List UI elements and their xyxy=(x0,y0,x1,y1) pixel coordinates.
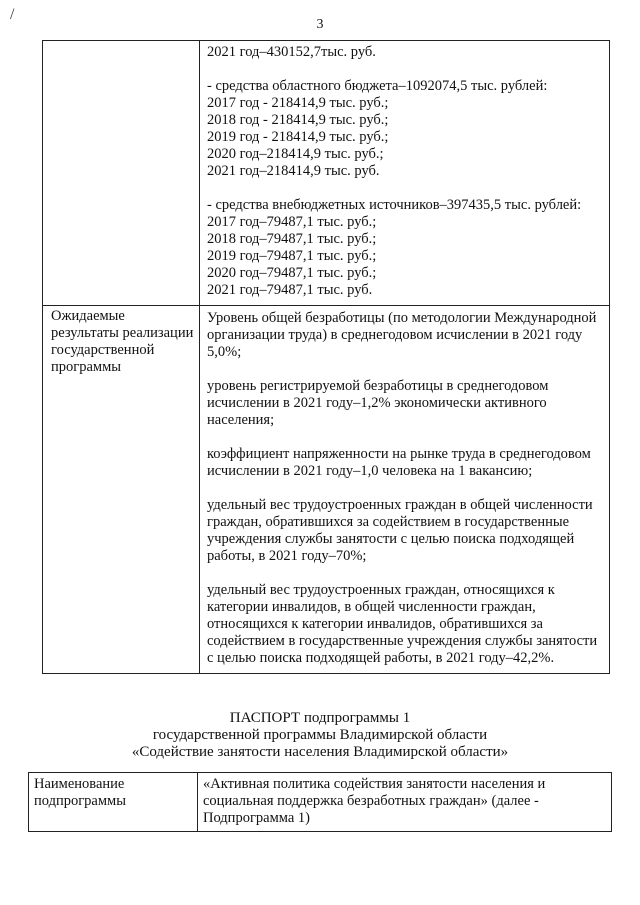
program-passport-table xyxy=(42,40,610,674)
subprogram-name-row xyxy=(29,773,612,832)
financing-label-cell xyxy=(43,41,200,306)
expected-result-item: удельный вес трудоустроенных граждан, относящихся к категории инвалидов, в общей численности граждан, относящихся к категории инвалидов, обратившихся за содействием в государственные учреждения службы занятости с целью поиска подходящей работы, в 2021 году–42,2%. xyxy=(207,582,598,666)
financing-top-line: 2021 год–430152,7тыс. руб. xyxy=(207,44,376,60)
extrabudget-line: 2018 год–79487,1 тыс. руб.; xyxy=(207,231,377,247)
regional-budget-title: - средства областного бюджета–1092074,5 тыс. рублей: xyxy=(207,78,548,94)
passport-title-line1: ПАСПОРТ подпрограммы 1 xyxy=(229,710,411,726)
expected-result-item: Уровень общей безработицы (по методологии Международной организации труда) в среднегодовом исчислении в 2021 году 5,0%; xyxy=(207,310,597,360)
regional-budget-line: 2020 год–218414,9 тыс. руб.; xyxy=(207,146,384,162)
expected-results-row xyxy=(43,306,610,674)
passport-title-line2: государственной программы Владимирской области xyxy=(152,727,488,743)
extrabudget-line: 2020 год–79487,1 тыс. руб.; xyxy=(207,265,377,281)
financing-row xyxy=(43,41,610,306)
page-number: 3 xyxy=(316,17,324,32)
extrabudget-line: 2017 год–79487,1 тыс. руб.; xyxy=(207,214,377,230)
extrabudget-line: 2019 год–79487,1 тыс. руб.; xyxy=(207,248,377,264)
expected-result-item: уровень регистрируемой безработицы в среднегодовом исчислении в 2021 году–1,2% экономически активного населения; xyxy=(207,378,549,428)
extrabudget-line: 2021 год–79487,1 тыс. руб. xyxy=(207,282,373,298)
expected-results-label-cell xyxy=(43,306,200,674)
passport-title-line3: «Содействие занятости населения Владимирской области» xyxy=(131,744,509,760)
corner-mark: / xyxy=(10,6,15,23)
financing-content-cell xyxy=(200,41,610,306)
subprogram-label-cell xyxy=(29,773,198,832)
regional-budget-line: 2017 год - 218414,9 тыс. руб.; xyxy=(207,95,389,111)
expected-results-label: Ожидаемые результаты реализации государственной программы xyxy=(51,308,194,375)
subprogram-value: «Активная политика содействия занятости населения и социальная поддержка безработных граждан» (далее - Подпрограмма 1) xyxy=(203,776,546,826)
expected-results-content-cell xyxy=(200,306,610,674)
expected-result-item: удельный вес трудоустроенных граждан в общей численности граждан, обратившихся за содействием в государственные учреждения службы занятости с целью поиска подходящей работы, в 2021 году–70%; xyxy=(207,497,593,564)
regional-budget-line: 2019 год - 218414,9 тыс. руб.; xyxy=(207,129,389,145)
subprogram-value-cell xyxy=(198,773,612,832)
subprogram-table xyxy=(28,772,612,832)
regional-budget-block xyxy=(207,78,603,180)
subprogram-label: Наименование подпрограммы xyxy=(34,776,126,809)
financing-top-block xyxy=(207,44,603,61)
passport-title xyxy=(0,710,640,761)
regional-budget-line: 2018 год - 218414,9 тыс. руб.; xyxy=(207,112,389,128)
extrabudget-block xyxy=(207,197,603,299)
extrabudget-title: - средства внебюджетных источников–397435,5 тыс. рублей: xyxy=(207,197,582,213)
expected-result-item: коэффициент напряженности на рынке труда в среднегодовом исчислении в 2021 году–1,0 человека на 1 вакансию; xyxy=(207,446,591,479)
regional-budget-line: 2021 год–218414,9 тыс. руб. xyxy=(207,163,380,179)
